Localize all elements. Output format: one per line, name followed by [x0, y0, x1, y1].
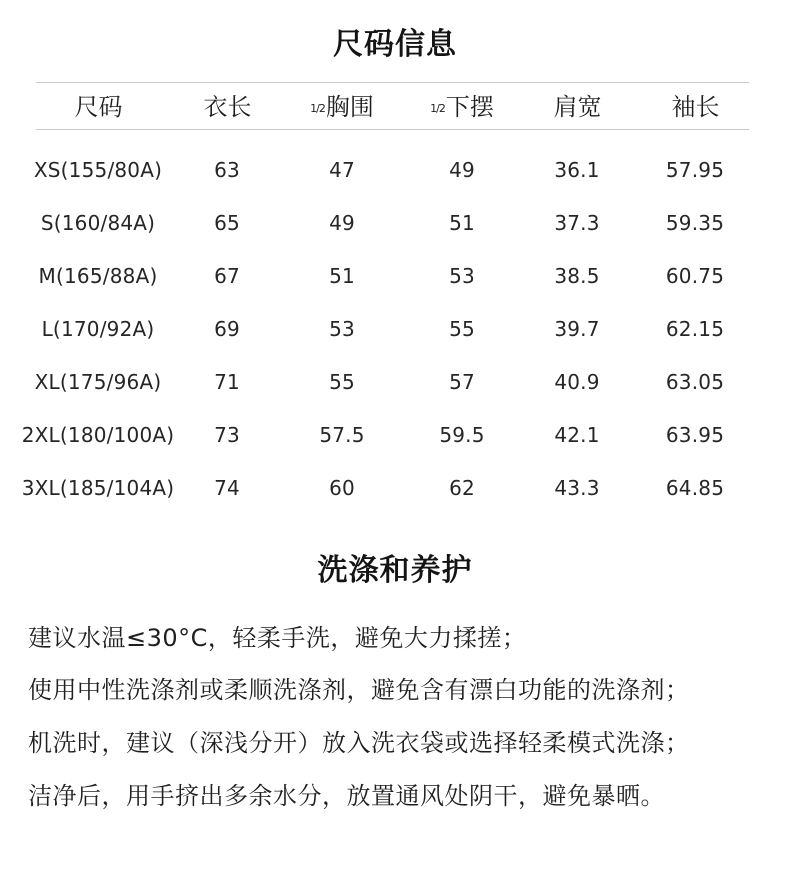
cell-shoulder: 36.1: [554, 158, 600, 182]
care-title: 洗涤和养护: [317, 553, 473, 588]
table-row: [0, 155, 790, 185]
cell-half-chest: 49: [329, 211, 355, 235]
header-label: 衣长: [203, 93, 252, 121]
cell-size: L(170/92A): [41, 317, 155, 341]
cell-half-chest: 55: [329, 370, 355, 394]
cell-half-hem: 49: [449, 158, 475, 182]
cell-shoulder: 42.1: [554, 423, 600, 447]
care-line: 使用中性洗涤剂或柔顺洗涤剂，避免含有漂白功能的洗涤剂；: [28, 676, 690, 704]
table-row: [0, 420, 790, 450]
cell-shoulder: 39.7: [554, 317, 600, 341]
header-fraction: 1/2: [430, 102, 445, 115]
cell-half-chest: 47: [329, 158, 355, 182]
care-line: 机洗时，建议（深浅分开）放入洗衣袋或选择轻柔模式洗涤；: [28, 729, 690, 757]
cell-shoulder: 38.5: [554, 264, 600, 288]
header-size: [8, 90, 188, 124]
cell-half-hem: 55: [449, 317, 475, 341]
header-half-chest: [292, 90, 392, 124]
table-row: [0, 367, 790, 397]
cell-sleeve: 64.85: [665, 476, 725, 500]
header-length: [177, 90, 277, 124]
table-row: [0, 261, 790, 291]
cell-size: 3XL(185/104A): [21, 476, 175, 500]
cell-sleeve: 57.95: [665, 158, 725, 182]
table-row: [0, 473, 790, 503]
table-header-divider: [36, 129, 749, 130]
cell-sleeve: 59.35: [665, 211, 725, 235]
cell-half-chest: 53: [329, 317, 355, 341]
size-info-title: 尺码信息: [333, 27, 457, 62]
cell-length: 69: [214, 317, 240, 341]
cell-shoulder: 37.3: [554, 211, 600, 235]
cell-half-hem: 53: [449, 264, 475, 288]
cell-shoulder: 43.3: [554, 476, 600, 500]
cell-size: XS(155/80A): [33, 158, 163, 182]
cell-sleeve: 60.75: [665, 264, 725, 288]
cell-half-chest: 60: [329, 476, 355, 500]
header-label: 尺码: [74, 93, 123, 121]
cell-size: M(165/88A): [38, 264, 158, 288]
cell-half-hem: 57: [449, 370, 475, 394]
cell-length: 67: [214, 264, 240, 288]
care-line: 建议水温≤30°C，轻柔手洗，避免大力揉搓；: [28, 624, 527, 652]
cell-sleeve: 63.95: [665, 423, 725, 447]
table-row: [0, 208, 790, 238]
cell-length: 74: [214, 476, 240, 500]
cell-length: 71: [214, 370, 240, 394]
cell-length: 65: [214, 211, 240, 235]
table-top-divider: [36, 82, 749, 83]
header-half-hem: [412, 90, 512, 124]
cell-half-chest: 57.5: [319, 423, 365, 447]
header-sleeve: [645, 90, 745, 124]
cell-half-hem: 51: [449, 211, 475, 235]
header-shoulder: [527, 90, 627, 124]
cell-sleeve: 63.05: [665, 370, 725, 394]
cell-half-chest: 51: [329, 264, 355, 288]
cell-length: 73: [214, 423, 240, 447]
cell-length: 63: [214, 158, 240, 182]
cell-size: 2XL(180/100A): [21, 423, 175, 447]
cell-half-hem: 62: [449, 476, 475, 500]
cell-size: S(160/84A): [40, 211, 156, 235]
table-row: [0, 314, 790, 344]
cell-size: XL(175/96A): [34, 370, 162, 394]
header-label: 胸围: [325, 93, 374, 121]
cell-half-hem: 59.5: [439, 423, 485, 447]
header-label: 肩宽: [553, 93, 602, 121]
care-line: 洁净后，用手挤出多余水分，放置通风处阴干，避免暴晒。: [28, 782, 665, 810]
header-label: 袖长: [671, 93, 720, 121]
cell-sleeve: 62.15: [665, 317, 725, 341]
cell-shoulder: 40.9: [554, 370, 600, 394]
header-fraction: 1/2: [310, 102, 325, 115]
header-label: 下摆: [445, 93, 494, 121]
